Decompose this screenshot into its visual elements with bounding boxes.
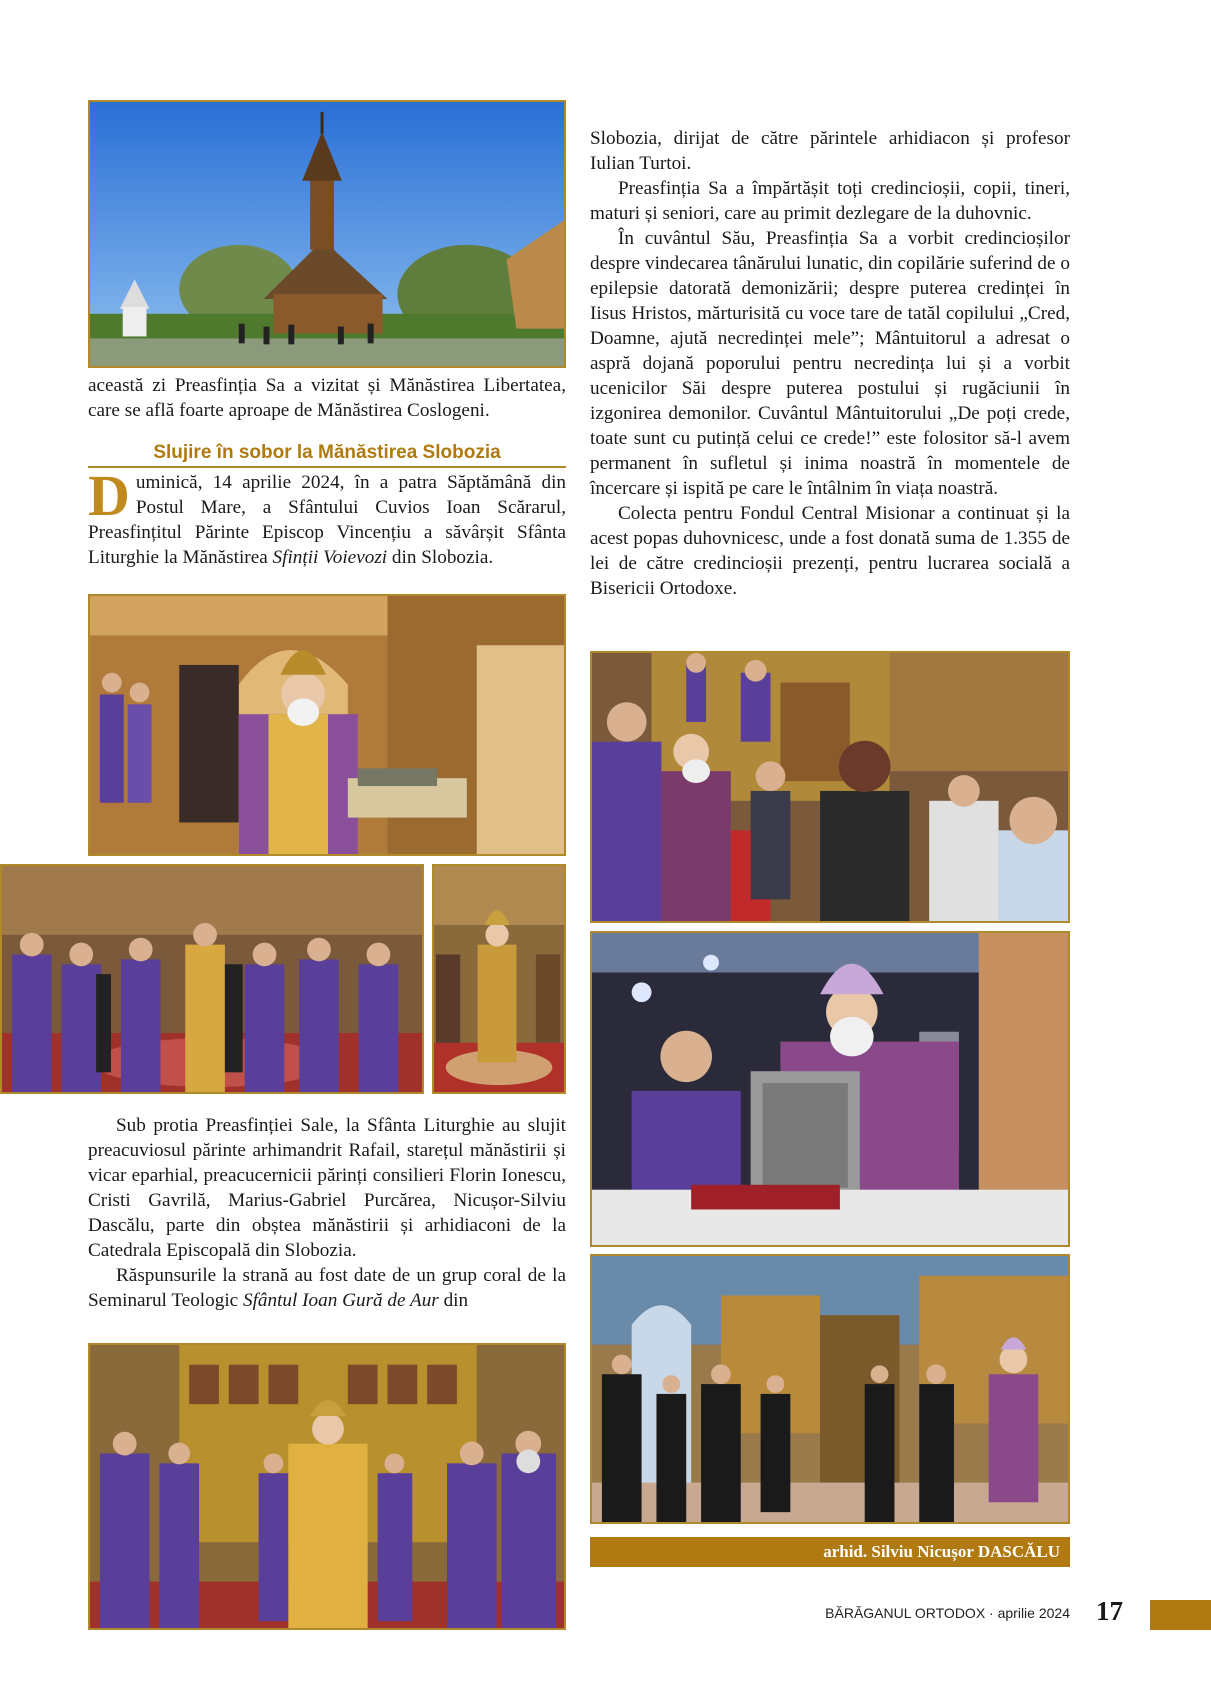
photo-bishop-gospel xyxy=(590,931,1070,1247)
photo-bishop-altar xyxy=(88,594,566,856)
photo-communion xyxy=(590,651,1070,923)
photo-bishop-standing xyxy=(432,864,566,1094)
page-number: 17 xyxy=(1096,1596,1123,1626)
intro-paragraph: această zi Preasfinția Sa a vizitat și Mănăstirea Libertatea, care se află foarte aproape de Mănăstirea Coslogeni. xyxy=(88,375,566,421)
dropcap-letter: D xyxy=(88,463,130,528)
paragraph-clergy: Sub protia Preasfinției Sale, la Sfânta Liturghie au slujit preacuviosul părinte arhimandrit Rafail, starețul mănăstirii și vicar eparhial, preacucernicii părinți consilieri Florin Ionescu, Cristi Gavrilă, Marius-Gabriel Purcărea, Nicușor-Silviu Dascălu, parte din obștea mănăstirii și arhidiaconi de la Catedrala Episcopală din Slobozia. Răspunsurile la strană au fost date de un grup coral de la Seminarul Teologic Sfântul Ioan Gură de Aur din xyxy=(88,1115,566,1311)
section-heading: Slujire în sobor la Mănăstirea Slobozia xyxy=(88,440,566,468)
page-tab-decoration xyxy=(1150,1600,1211,1630)
right-column-text: Slobozia, dirijat de către părintele arhidiacon și profesor Iulian Turtoi. Preasfinția Sa a împărtășit toți credincioșii, copii, tineri, maturi și seniori, care au primit dezlegare de la duhovnic. În cuvântul Său, Preasfinția Sa a vorbit credincioșilor despre vindecarea tânărului lunatic, din copilărie suferind de o epilepsie datorată demonizării; despre puterea credinței în Iisus Hristos, mărturisită cu voce tare de tatăl copilului „Cred, Doamne, ajută necredinței mele”; Mântuitorul a adresat o aspră dojană poporului pentru necredința lui și a vorbit ucenicilor Săi despre puterea postului și rugăciunii în izgonirea demonilor. Cuvântul Mântuitorului „De poți crede, toate sunt cu putință celui ce crede!” este folositor să-l avem permanent în sufletul și inima noastră în momentele de încercare și ispită pe care le întâlnim în viața noastră. Colecta pentru Fondul Central Misionar a continuat și la acest popas duhovnicesc, unde a fost donată suma de 1.355 de lei de către credincioșii prezenți, pentru lucrarea socială a Bisericii Ortodoxe. xyxy=(590,128,1070,599)
publication-footer: BĂRĂGANUL ORTODOX · aprilie 2024 xyxy=(825,1605,1070,1621)
photo-church-interior xyxy=(590,1254,1070,1524)
paragraph-sunday-liturgy: Duminică, 14 aprilie 2024, în a patra Săptămână din Postul Mare, a Sfântului Cuvios Ioan Scărarul, Preasfințitul Părinte Episcop Vincențiu a săvârșit Sfânta Liturghie la Mănăstirea Sfinții Voievozi din Slobozia. xyxy=(88,463,566,568)
author-byline: arhid. Silviu Nicușor DASCĂLU xyxy=(590,1537,1070,1567)
photo-iconostasis-clergy xyxy=(88,1343,566,1630)
photo-wooden-church xyxy=(88,100,566,368)
photo-clergy-group xyxy=(0,864,424,1094)
